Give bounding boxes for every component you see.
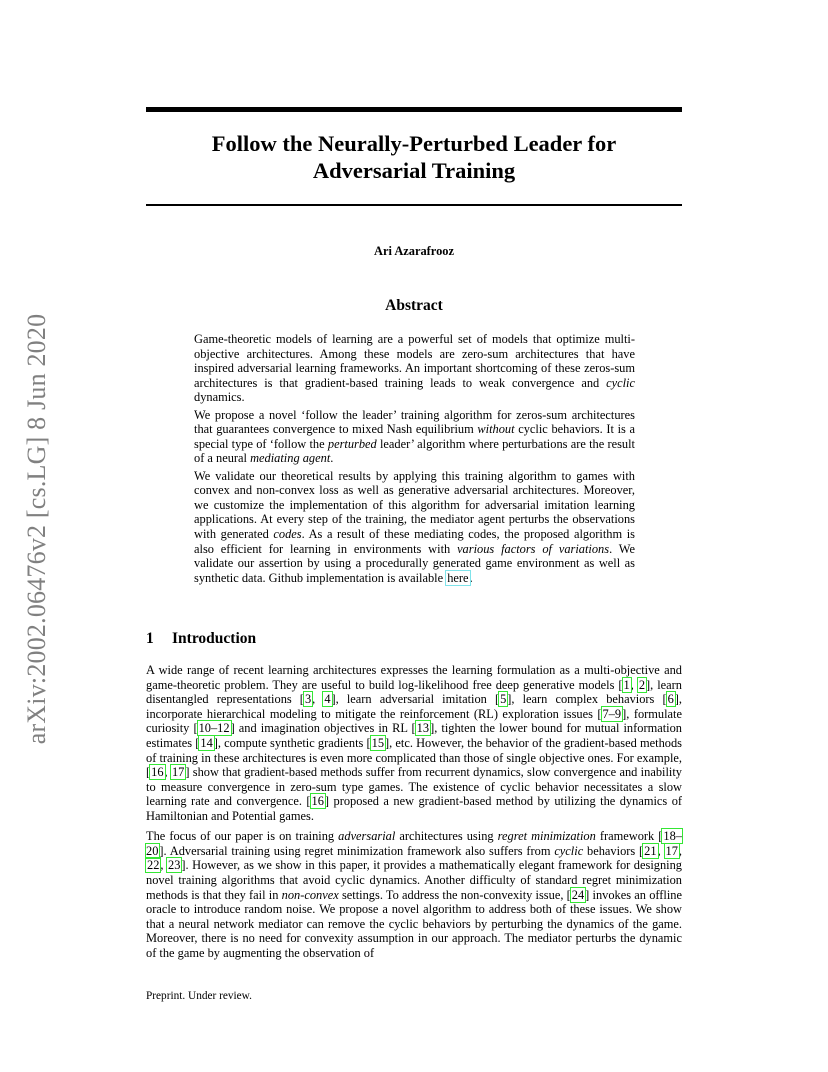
paper-title bbox=[146, 130, 682, 184]
intro-paragraph: A wide range of recent learning architectures expresses the learning formulation as a multi-objective and game-theoretic problem. They are useful to build log-likelihood free deep generative models [1, 2], learn disentangled representations [3, 4], learn adversarial imitation [5], learn complex behaviors [6], incorporate hierarchical modeling to mitigate the reinforcement (RL) exploration issues [7–9], formulate curiosity [10–12] and imagination objectives in RL [13], tighten the lower bound for mutual information estimates [14], compute synthetic gradients [15], etc. However, the behavior of the gradient-based methods of training in these architectures is even more complicated than those of single objective ones. For example, [16, 17] show that gradient-based methods suffer from recurrent dynamics, slow convergence and inability to measure convergence in zero-sum type games. The existence of cyclic behavior necessitates a slow learning rate and convergence. [16] proposed a new gradient-based method by utilizing the dynamics of Hamiltonian and Potential games. bbox=[146, 663, 683, 823]
introduction-body bbox=[146, 663, 682, 966]
citation-link[interactable]: 17 bbox=[171, 765, 185, 780]
citation-link[interactable]: 23 bbox=[168, 858, 181, 873]
citation-link[interactable]: 5 bbox=[500, 692, 507, 707]
abstract-paragraph: We propose a novel ‘follow the leader’ training algorithm for zeros-sum architectures that guarantees convergence to mixed Nash equilibrium without cyclic behaviors. It is a special type of ‘follow the perturbed leader’ algorithm where perturbations are the result of a neural mediating agent. bbox=[194, 407, 635, 466]
citation-link[interactable]: 6 bbox=[667, 692, 674, 707]
title-top-rule bbox=[146, 107, 682, 112]
preprint-footer: Preprint. Under review. bbox=[146, 990, 252, 1002]
citation-link[interactable]: 17 bbox=[665, 843, 678, 858]
citation-link[interactable]: 16 bbox=[311, 794, 324, 809]
abstract-heading: Abstract bbox=[385, 297, 443, 314]
abstract-body bbox=[194, 332, 635, 588]
citation-link[interactable]: 10–12 bbox=[198, 721, 230, 736]
citation-link[interactable]: 24 bbox=[571, 887, 585, 902]
abstract-paragraph: Game-theoretic models of learning are a powerful set of models that optimize multi-objective architectures. Among these models are zero-sum architectures that have inspired adversarial learning frameworks. An important shortcoming of these zeros-sum architectures is that gradient-based training leads to weak convergence and cyclic dynamics. bbox=[194, 332, 635, 405]
citation-link[interactable]: 2 bbox=[638, 677, 646, 692]
github-link[interactable]: here bbox=[447, 570, 469, 585]
author-name: Ari Azarafrooz bbox=[374, 244, 454, 258]
title-line-2: Adversarial Training bbox=[312, 158, 516, 183]
citation-link[interactable]: 4 bbox=[324, 692, 331, 707]
citation-link[interactable]: 14 bbox=[200, 735, 213, 750]
citation-link[interactable]: 13 bbox=[416, 721, 430, 736]
citation-link[interactable]: 21 bbox=[644, 843, 657, 858]
title-line-1: Follow the Neurally-Perturbed Leader for bbox=[211, 131, 617, 156]
arxiv-stamp: arXiv:2002.06476v2 [cs.LG] 8 Jun 2020 bbox=[22, 313, 51, 745]
abstract-paragraph: We validate our theoretical results by applying this training algorithm to games with convex and non-convex loss as well as generative adversarial architectures. Moreover, we customize the implementation of this algorithm for adversarial imitation learning applications. At every step of the training, the mediator agent perturbs the observations with generated codes. As a result of these mediating codes, the proposed algorithm is also efficient for learning in environments with various factors of variations. We validate our assertion by using a procedurally generated game environment as well as synthetic data. Github implementation is available here. bbox=[194, 468, 635, 585]
citation-link[interactable]: 3 bbox=[304, 692, 312, 707]
citation-link[interactable]: 22 bbox=[147, 858, 160, 873]
citation-link[interactable]: 18–20 bbox=[146, 829, 682, 858]
citation-link[interactable]: 16 bbox=[151, 765, 164, 780]
citation-link[interactable]: 1 bbox=[623, 677, 630, 692]
section-heading bbox=[146, 630, 256, 648]
section-title: Introduction bbox=[172, 630, 257, 647]
section-number: 1 bbox=[146, 630, 154, 647]
citation-link[interactable]: 15 bbox=[371, 735, 385, 750]
intro-paragraph: The focus of our paper is on training adversarial architectures using regret minimization framework [18–20]. Adversarial training using regret minimization framework also suffers from cyclic behaviors [21, 17, 22, 23]. However, as we show in this paper, it provides a mathematically elegant framework for designing novel training algorithms that avoid cyclic dynamics. Another difficulty of standard regret minimization methods is that they fail in non-convex settings. To address the non-convexity issue, [24] invokes an offline oracle to introduce random noise. We propose a novel algorithm to address both of these issues. We show that a neural network mediator can remove the cyclic behaviors by perturbing the dynamics of the game. Moreover, there is no need for convexity assumption in our approach. The mediator perturbs the dynamic of the game by augmenting the observation of bbox=[146, 829, 682, 960]
citation-link[interactable]: 7–9 bbox=[602, 706, 622, 721]
title-bottom-rule bbox=[146, 204, 682, 206]
